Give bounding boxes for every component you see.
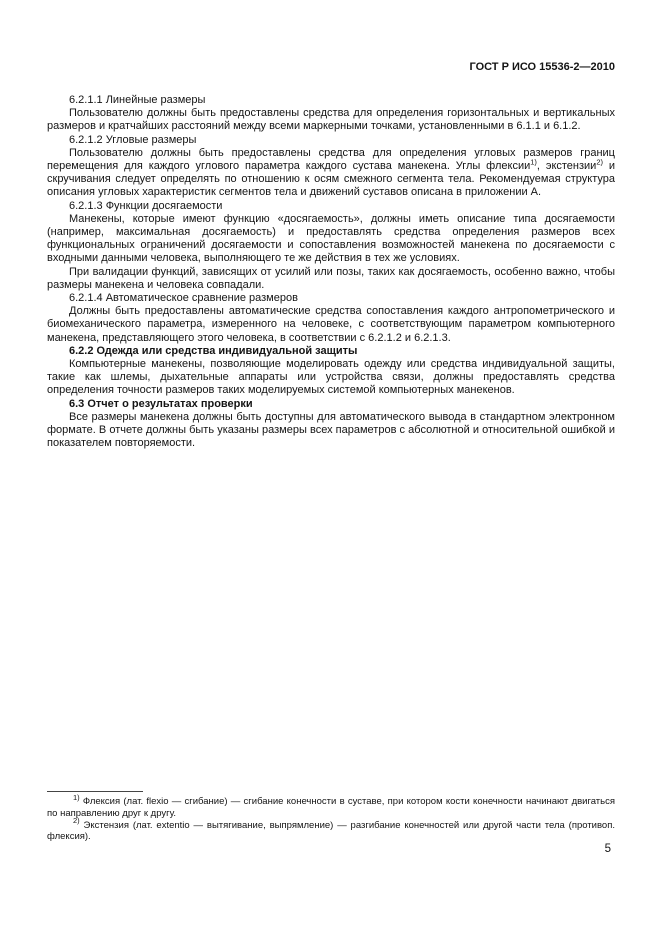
text-run: Пользователю должны быть предоставлены средства для определения горизонтальных и вертикальных размеров и кратчайших расстояний между всеми маркерными точками, установленными в 6.1.1 и 6.1.2. xyxy=(47,107,615,133)
body-paragraph xyxy=(47,266,615,292)
text-run: 6.2.1.2 Угловые размеры xyxy=(69,133,197,146)
text-run: 6.3 Отчет о результатах проверки xyxy=(69,397,253,410)
section-heading xyxy=(47,398,615,411)
text-run: Компьютерные манекены, позволяющие моделировать одежду или средства индивидуальной защиты, такие как шлемы, дыхательные аппараты или устройства связи, должны предоставлять средства определения точности размеров таких моделируемых системой компьютерных манекенов. xyxy=(47,358,615,397)
text-run: Флексия (лат. flexio — сгибание) — сгибание конечности в суставе, при котором кости конечности начинают двигаться по направлению друг к другу. xyxy=(47,796,615,819)
text-run: 6.2.1.1 Линейные размеры xyxy=(69,94,206,106)
section-heading xyxy=(47,200,615,213)
text-run: Все размеры манекена должны быть доступны для автоматического вывода в стандартном электронном формате. В отчете должны быть указаны размеры всех параметров с абсолютной и относительной ошибкой и показателем повторяемости. xyxy=(47,410,615,450)
section-heading xyxy=(47,345,615,358)
section-heading xyxy=(47,134,615,147)
text-run: и скручивания следует определять по отношению к осям смежного сегмента тела. Рекомендуемая структура описания угловых характеристик сегментов тела и движений суставов описана в приложении А. xyxy=(47,160,615,199)
text-run: Экстензия (лат. extentio — вытягивание, выпрямление) — разгибание конечностей или другой части тела (противоп. флексия). xyxy=(47,819,615,843)
footnote-item xyxy=(47,816,615,844)
text-run: При валидации функций, зависящих от усилий или позы, таких как досягаемость, особенно важно, чтобы размеры манекена и человека совпадали. xyxy=(47,265,615,291)
footnote-item xyxy=(47,792,615,820)
body-paragraph xyxy=(47,411,615,451)
superscript-ref: 2) xyxy=(596,157,603,167)
body-paragraph xyxy=(47,358,615,398)
body-paragraph xyxy=(47,107,615,133)
superscript-ref: 1) xyxy=(73,792,80,802)
body-paragraph xyxy=(47,213,615,266)
body-paragraph xyxy=(47,147,615,200)
text-run: Пользователю должны быть предоставлены средства для определения угловых размеров границ перемещения для каждого углового параметра каждого сустава манекена. Углы флексии xyxy=(47,146,615,173)
superscript-ref: 1) xyxy=(530,157,537,167)
section-heading xyxy=(47,94,615,107)
text-run: Манекены, которые имеют функцию «досягаемость», должны иметь описание типа досягаемости (например, максимальная досягаемость) и предоставлять средства определения размеров всех функциональных ограничений досягаемости и сопоставления возможностей манекена по досягаемости с входными данными человека, выполняющего те же действия в тех же условиях. xyxy=(47,212,615,265)
page-content xyxy=(47,61,615,450)
text-run: 6.2.2 Одежда или средства индивидуальной защиты xyxy=(69,344,358,357)
body-blocks xyxy=(47,94,615,450)
footnote-separator-rule xyxy=(47,791,143,792)
footnotes-section xyxy=(47,791,615,843)
page-number: 5 xyxy=(604,843,611,855)
text-run: Должны быть предоставлены автоматические средства сопоставления каждого антропометрического и биомеханического параметра, измеренного на человеке, с соответствующим параметром компьютерного манекена, представляющего этого человека, в соответствии с 6.2.1.2 и 6.2.1.3. xyxy=(47,305,615,344)
body-paragraph xyxy=(47,305,615,345)
text-run: 6.2.1.4 Автоматическое сравнение размеров xyxy=(69,292,298,305)
section-heading xyxy=(47,292,615,305)
text-run: 6.2.1.3 Функции досягаемости xyxy=(69,199,223,212)
text-run: , экстензии xyxy=(536,160,597,173)
footnote-list xyxy=(47,792,615,843)
document-header-title: ГОСТ Р ИСО 15536-2—2010 xyxy=(469,61,615,73)
superscript-ref: 2) xyxy=(73,816,80,826)
